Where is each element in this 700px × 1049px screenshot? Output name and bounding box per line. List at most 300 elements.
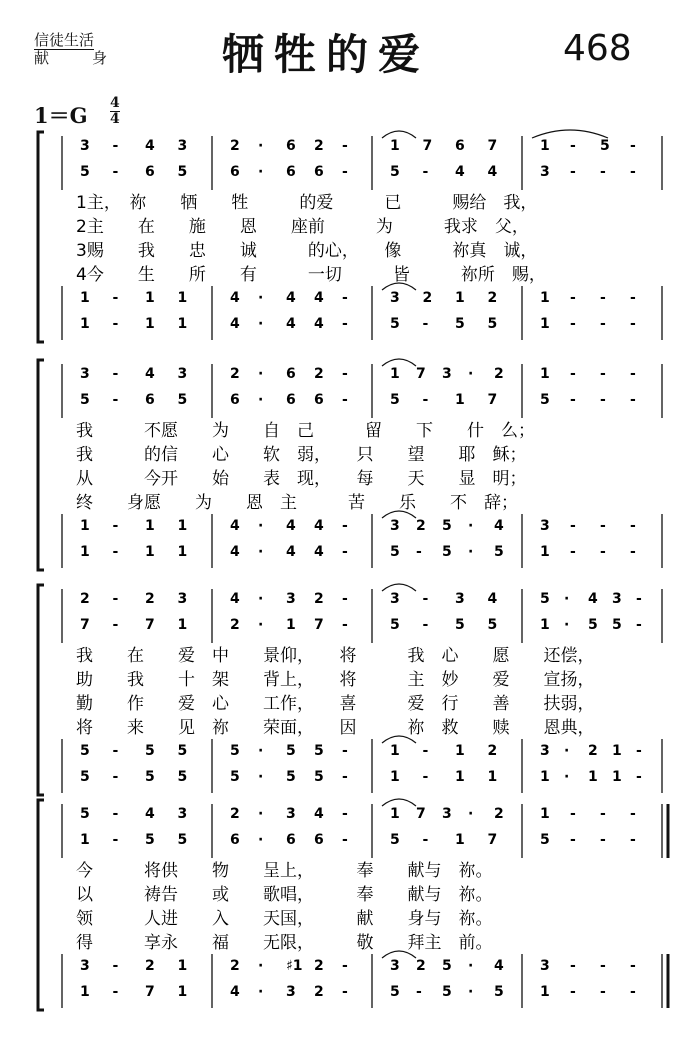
jianpu-note: 7 [416,366,426,382]
jianpu-note: 5 [487,316,498,332]
jianpu-note: 1 [145,544,155,560]
jianpu-note: 1 [455,743,465,759]
jianpu-note: 4 [494,518,504,534]
jianpu-note: 2 [145,591,155,607]
jianpu-note: - [342,544,348,560]
jianpu-note: 3 [80,138,90,154]
slur [382,359,416,366]
jianpu-note: 5 [177,769,188,785]
system-bracket [38,585,44,795]
jianpu-note: 5 [612,617,622,633]
jianpu-note: 2 [314,984,324,1000]
jianpu-note: - [416,544,422,560]
jianpu-note: 7 [145,984,155,1000]
jianpu-note: - [112,617,119,633]
lyric-line: 领 人进 入 天国， 献 身与 祢。 [76,909,493,929]
jianpu-note: 6 [455,138,465,154]
jianpu-note: - [112,316,119,332]
jianpu-note: · [258,591,264,607]
jianpu-note: 3 [80,366,90,382]
jianpu-note: - [422,832,429,848]
jianpu-note: - [112,366,119,382]
jianpu-note: 1 [390,366,400,382]
jianpu-note: 1 [145,518,155,534]
jianpu-note: 6 [286,832,296,848]
jianpu-note: - [342,138,348,154]
jianpu-note: · [258,984,264,1000]
jianpu-note: - [342,316,348,332]
jianpu-note: · [258,290,264,306]
jianpu-note: 2 [230,366,240,382]
jianpu-note: 5 [442,958,452,974]
jianpu-note: 4 [230,984,240,1000]
jianpu-note: 5 [390,392,400,408]
jianpu-note: 1 [540,290,550,306]
category: 信徒生活 [34,31,95,49]
jianpu-note: 1 [177,518,188,534]
jianpu-note: 5 [314,769,324,785]
jianpu-note: 5 [390,984,400,1000]
jianpu-note: 1 [390,743,400,759]
jianpu-note: · [258,138,264,154]
jianpu-note: - [570,366,576,382]
jianpu-note: 3 [177,366,188,382]
jianpu-note: 1 [487,769,498,785]
slur [382,799,416,806]
jianpu-note: 4 [314,518,324,534]
jianpu-note: 4 [314,290,324,306]
jianpu-note: - [422,743,429,759]
jianpu-note: 5 [286,743,296,759]
jianpu-note: 7 [487,138,498,154]
jianpu-note: - [636,769,642,785]
jianpu-note: 2 [230,138,240,154]
jianpu-note: - [342,366,348,382]
jianpu-note: 5 [314,743,324,759]
jianpu-note: 4 [230,518,240,534]
jianpu-note: - [342,164,348,180]
jianpu-note: 4 [314,806,324,822]
jianpu-note: 6 [286,138,296,154]
jianpu-note: 3 [540,164,550,180]
jianpu-note: · [258,617,264,633]
jianpu-note: 1 [540,769,550,785]
jianpu-note: - [570,806,576,822]
hymn-title: 牺牲的爱 [222,30,431,79]
jianpu-note: - [630,984,636,1000]
jianpu-note: 5 [390,544,400,560]
jianpu-note: - [630,518,636,534]
jianpu-note: 3 [286,591,296,607]
jianpu-note: 5 [390,617,400,633]
jianpu-note: 5 [145,832,155,848]
jianpu-note: 1 [145,290,155,306]
jianpu-note: 5 [455,316,465,332]
jianpu-note: - [112,518,119,534]
jianpu-note: 4 [286,544,296,560]
jianpu-note: 3 [177,138,188,154]
jianpu-note: 5 [390,832,400,848]
jianpu-note: 1 [177,290,188,306]
jianpu-note: 3 [286,984,296,1000]
jianpu-note: 7 [422,138,433,154]
jianpu-note: 5 [540,392,550,408]
jianpu-note: 3 [455,591,465,607]
time-bottom: 4 [110,111,120,127]
jianpu-note: 5 [177,832,188,848]
jianpu-note: - [112,591,119,607]
jianpu-note: 1 [588,769,598,785]
jianpu-note: 3 [442,366,452,382]
jianpu-note: 2 [422,290,433,306]
jianpu-note: 3 [540,518,550,534]
jianpu-note: - [570,290,576,306]
lyric-line: 将 来 见 祢 荣面， 因 祢 救 赎 恩典， [76,718,595,738]
jianpu-note: - [630,544,636,560]
jianpu-note: 3 [540,743,550,759]
jianpu-note: - [112,392,119,408]
jianpu-note: · [258,832,264,848]
jianpu-note: 3 [177,591,188,607]
jianpu-note: · [258,164,264,180]
jianpu-note: - [570,544,576,560]
jianpu-note: - [342,290,348,306]
jianpu-note: 5 [80,806,90,822]
jianpu-note: 5 [487,617,498,633]
lyric-line: 我 的信 心 软 弱， 只 望 耶 稣； [76,445,527,465]
jianpu-note: - [112,743,119,759]
jianpu-note: 5 [286,769,296,785]
jianpu-note: 1 [80,544,90,560]
jianpu-note: - [112,806,119,822]
jianpu-note: 5 [177,743,188,759]
jianpu-note: - [630,164,636,180]
jianpu-note: 1 [612,769,622,785]
jianpu-note: - [570,832,576,848]
jianpu-note: - [600,164,606,180]
jianpu-note: · [258,544,264,560]
jianpu-note: 3 [390,518,400,534]
jianpu-note: 6 [145,164,155,180]
jianpu-note: 1 [286,617,296,633]
lyric-line: 以 祷告 或 歌唱， 奉 献与 祢。 [76,885,493,905]
time-top: 4 [110,95,120,111]
jianpu-note: 3 [612,591,622,607]
jianpu-note: 2 [416,518,426,534]
jianpu-note: - [342,769,348,785]
lyric-line: 今 将供 物 呈上， 奉 献与 祢。 [76,861,493,881]
jianpu-note: 2 [314,958,324,974]
jianpu-note: - [600,984,606,1000]
jianpu-note: - [342,518,348,534]
jianpu-note: - [600,544,606,560]
jianpu-note: 2 [487,290,498,306]
jianpu-note: - [630,958,636,974]
jianpu-note: 1 [145,316,155,332]
jianpu-note: 1 [80,518,90,534]
jianpu-note: 1 [455,769,465,785]
jianpu-note: 3 [540,958,550,974]
jianpu-note: - [422,164,429,180]
jianpu-note: 6 [286,164,296,180]
jianpu-note: 7 [145,617,155,633]
jianpu-note: · [258,743,264,759]
jianpu-note: 1 [390,769,400,785]
jianpu-note: 7 [80,617,90,633]
jianpu-note: - [342,743,348,759]
jianpu-note: 4 [286,518,296,534]
jianpu-note: 2 [145,958,155,974]
jianpu-note: 5 [230,743,240,759]
jianpu-note: - [112,290,119,306]
jianpu-note: - [630,366,636,382]
jianpu-note: 1 [540,138,550,154]
jianpu-note: 5 [588,617,598,633]
subcategory: 献 身 [34,49,122,67]
jianpu-note: - [600,806,606,822]
jianpu-note: 5 [177,164,188,180]
lyric-line: 助 我 十 架 背上， 将 主 妙 爱 宣扬， [76,670,595,690]
jianpu-note: · [258,392,264,408]
lyric-line: 2主 在 施 恩 座前 为 我求 父， [76,217,529,237]
jianpu-note: 6 [230,164,240,180]
lyric-line: 终 身愿 为 恩 主 苦 乐 不 辞； [76,493,518,513]
jianpu-note: - [636,617,642,633]
jianpu-note: · [468,544,474,560]
jianpu-note: 1 [540,617,550,633]
jianpu-note: 4 [494,958,504,974]
jianpu-note: - [112,832,119,848]
jianpu-note: 5 [390,164,400,180]
jianpu-note: - [570,164,576,180]
jianpu-note: 5 [494,984,504,1000]
jianpu-note: - [570,984,576,1000]
jianpu-note: 3 [286,806,296,822]
slur [532,130,608,138]
jianpu-note: 2 [314,366,324,382]
jianpu-note: · [564,617,570,633]
jianpu-note: 6 [314,392,324,408]
jianpu-note: 2 [314,138,324,154]
jianpu-note: 5 [455,617,465,633]
jianpu-note: - [630,392,636,408]
jianpu-note: 4 [314,544,324,560]
jianpu-note: 3 [442,806,452,822]
jianpu-note: 1 [177,316,188,332]
jianpu-note: 3 [80,958,90,974]
jianpu-note: 6 [314,164,324,180]
lyric-line: 从 今开 始 表 现， 每 天 显 明； [76,469,527,489]
lyric-line: 1主， 祢 牺 牲 的爱 已 赐给 我， [76,193,538,213]
jianpu-note: 5 [80,743,90,759]
jianpu-note: 4 [230,316,240,332]
slur [382,584,416,591]
jianpu-note: - [600,290,606,306]
jianpu-note: · [258,958,264,974]
jianpu-note: 5 [390,316,400,332]
jianpu-note: 4 [145,806,155,822]
jianpu-note: 4 [487,164,498,180]
jianpu-note: 5 [177,392,188,408]
jianpu-note: 1 [455,290,465,306]
jianpu-note: · [258,806,264,822]
jianpu-note: - [112,984,119,1000]
jianpu-note: 5 [230,769,240,785]
jianpu-note: · [468,518,474,534]
jianpu-note: · [564,743,570,759]
jianpu-note: 2 [230,806,240,822]
jianpu-note: 1 [390,806,400,822]
jianpu-note: 4 [230,290,240,306]
jianpu-note: - [600,958,606,974]
jianpu-note: 4 [487,591,498,607]
jianpu-note: 4 [314,316,324,332]
lyric-line: 3赐 我 忠 诚 的心， 像 祢真 诚， [76,241,538,261]
jianpu-note: 3 [390,958,400,974]
jianpu-note: 4 [588,591,598,607]
system-bracket [38,132,44,342]
jianpu-note: - [600,832,606,848]
jianpu-note: - [422,617,429,633]
jianpu-note: 6 [145,392,155,408]
jianpu-note: - [422,392,429,408]
jianpu-note: 2 [416,958,426,974]
jianpu-note: 1 [540,806,550,822]
jianpu-note: - [342,832,348,848]
jianpu-note: - [112,769,119,785]
jianpu-note: 5 [80,769,90,785]
jianpu-note: 4 [230,544,240,560]
jianpu-note: - [570,392,576,408]
jianpu-note: 1 [390,138,400,154]
jianpu-note: 4 [145,366,155,382]
jianpu-note: 7 [416,806,426,822]
lyric-line: 我 在 爱 中 景仰， 将 我 心 愿 还偿， [76,646,595,666]
jianpu-note: - [342,806,348,822]
jianpu-note: - [570,958,576,974]
jianpu-note: 5 [80,164,90,180]
jianpu-note: - [112,164,119,180]
jianpu-note: 3 [390,591,400,607]
jianpu-note: 2 [314,591,324,607]
jianpu-note: 1 [455,392,465,408]
jianpu-note: 7 [487,392,498,408]
key-signature: 1＝G [34,103,88,128]
jianpu-note: 4 [455,164,465,180]
jianpu-note: · [564,591,570,607]
jianpu-note: 5 [540,832,550,848]
jianpu-note: 4 [286,316,296,332]
jianpu-note: 3 [177,806,188,822]
jianpu-note: - [112,958,119,974]
jianpu-note: 4 [145,138,155,154]
jianpu-note: - [600,316,606,332]
lyric-line: 勤 作 爱 心 工作， 喜 爱 行 善 扶弱， [76,694,595,714]
jianpu-note: - [342,958,348,974]
jianpu-note: · [258,366,264,382]
jianpu-note: 2 [494,806,504,822]
jianpu-note: - [630,316,636,332]
jianpu-note: - [636,591,642,607]
jianpu-note: 5 [145,743,155,759]
jianpu-note: · [468,984,474,1000]
jianpu-note: 1 [540,984,550,1000]
jianpu-note: - [600,392,606,408]
jianpu-note: 5 [80,392,90,408]
jianpu-note: - [342,617,348,633]
lyric-line: 得 享永 福 无限， 敬 拜主 前。 [76,933,493,953]
jianpu-note: · [258,769,264,785]
jianpu-note: 1 [177,617,188,633]
lyric-line: 4今 生 所 有 一切 皆 祢所 赐， [76,265,546,285]
jianpu-note: - [600,518,606,534]
jianpu-note: 2 [588,743,598,759]
jianpu-note: 2 [230,617,240,633]
jianpu-note: 2 [230,958,240,974]
jianpu-note: 1 [80,984,90,1000]
jianpu-note: 6 [230,392,240,408]
jianpu-note: - [630,832,636,848]
jianpu-note: 7 [314,617,324,633]
jianpu-note: 5 [442,544,452,560]
jianpu-note: - [570,518,576,534]
jianpu-note: 6 [230,832,240,848]
jianpu-note: 4 [286,290,296,306]
jianpu-note: 6 [314,832,324,848]
jianpu-note: - [630,806,636,822]
jianpu-note: - [630,290,636,306]
jianpu-note: 5 [442,518,452,534]
jianpu-note: - [112,138,119,154]
jianpu-note: - [342,392,348,408]
jianpu-note: 1 [80,316,90,332]
jianpu-note: 6 [286,366,296,382]
jianpu-note: - [570,316,576,332]
jianpu-note: · [564,769,570,785]
jianpu-note: - [342,984,348,1000]
jianpu-note: - [416,984,422,1000]
jianpu-note: 5 [442,984,452,1000]
jianpu-note: 7 [487,832,498,848]
jianpu-note: ♯1 [286,958,303,974]
hymn-number: 468 [563,28,632,69]
jianpu-note: 2 [487,743,498,759]
jianpu-note: 2 [80,591,90,607]
jianpu-note: · [258,316,264,332]
jianpu-note: 5 [494,544,504,560]
jianpu-note: - [342,591,348,607]
jianpu-note: 1 [80,290,90,306]
jianpu-note: 5 [540,591,550,607]
jianpu-note: 1 [80,832,90,848]
jianpu-note: - [422,769,429,785]
jianpu-note: 3 [390,290,400,306]
jianpu-note: 1 [455,832,465,848]
jianpu-note: · [258,518,264,534]
lyric-line: 我 不愿 为 自 己 留 下 什 么； [76,421,535,441]
jianpu-note: 1 [540,366,550,382]
jianpu-note: 1 [177,958,188,974]
jianpu-note: 2 [494,366,504,382]
jianpu-note: 1 [612,743,622,759]
jianpu-note: - [570,138,576,154]
jianpu-note: - [600,366,606,382]
system-bracket [38,800,44,1010]
system-bracket [38,360,44,570]
jianpu-note: · [468,366,474,382]
jianpu-note: - [112,544,119,560]
jianpu-note: - [422,316,429,332]
